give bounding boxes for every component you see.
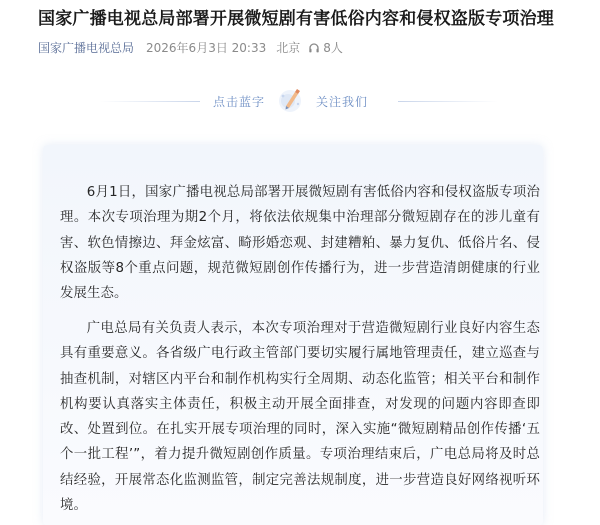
follow-banner[interactable] — [0, 84, 600, 120]
article-title: 国家广播电视总局部署开展微短剧有害低俗内容和侵权盗版专项治理 — [38, 9, 554, 29]
headphone-icon — [308, 42, 320, 54]
divider-left — [100, 101, 200, 102]
publish-date: 2026年6月3日 20:33 — [146, 41, 267, 55]
article-paragraph-1: 6月1日，国家广播电视总局部署开展微短剧有害低俗内容和侵权盗版专项治理。本次专项治理为期2个月，将依法依规集中治理部分微短剧存在的涉儿童有害、软色情擦边、拜金炫富、畸形婚恋观、封建糟粕、暴力复仇、低俗片名、侵权盗版等8个重点问题，规范微短剧创作传播行为，进一步营造清朗健康的行业发展生态。 — [60, 185, 540, 302]
article-paragraph-2: 广电总局有关负责人表示，本次专项治理对于营造微短剧行业良好内容生态具有重要意义。各省级广电行政主管部门要切实履行属地管理责任，建立巡查与抽查机制，对辖区内平台和制作机构实行全周期、动态化监管；相关平台和制作机构要认真落实主体责任，积极主动开展全面排查，对发现的问题内容即查即改、处置到位。在扎实开展专项治理的同时，深入实施“微短剧精品创作传播‘五个一批工程’”，着力提升微短剧创作质量。专项治理结束后，广电总局将及时总结经验，开展常态化监测监管，制定完善法规制度，进一步营造良好网络视听环境。 — [60, 321, 540, 514]
listener-count: 8人 — [323, 41, 343, 55]
click-blue-text[interactable]: 点击蓝字 — [213, 95, 266, 109]
article-meta — [38, 39, 343, 57]
follow-us-text[interactable]: 关注我们 — [316, 95, 369, 109]
account-name-link[interactable]: 国家广播电视总局 — [38, 41, 135, 55]
pen-mascot-icon — [276, 84, 306, 114]
publish-location: 北京 — [276, 41, 301, 55]
divider-right — [398, 101, 498, 102]
